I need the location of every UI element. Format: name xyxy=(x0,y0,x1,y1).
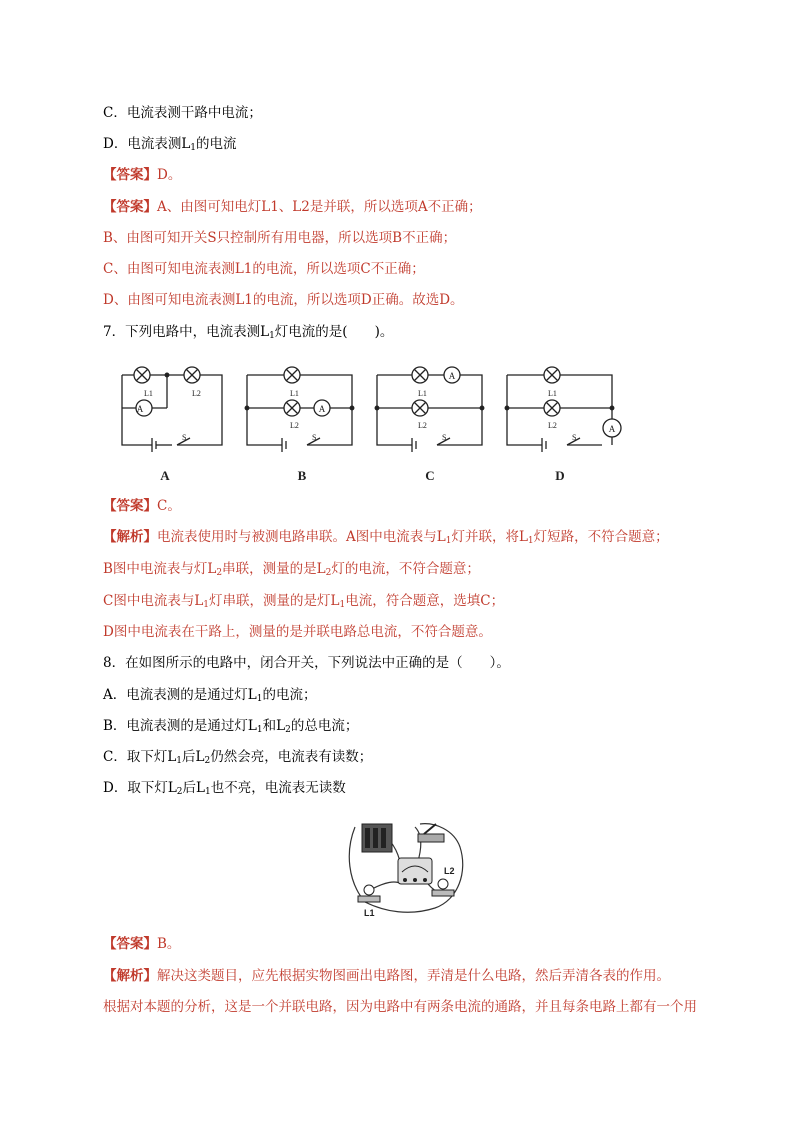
label-l1-b: L1 xyxy=(290,389,299,398)
answer-q6: 【答案】D。 xyxy=(103,167,182,183)
caption-c: C xyxy=(425,468,435,483)
photo-label-l1: L1 xyxy=(364,908,375,918)
option-c-q6: C．电流表测干路中电流； xyxy=(103,105,262,121)
explanation-q7-2: B图中电流表与灯$L_2$串联，测量的是$L_2$灯的电流，不符合题意； xyxy=(103,561,480,578)
explanation-q8-2: 根据对本题的分析，这是一个并联电路，因为电路中有两条电流的通路，并且每条电路上都有一个用 xyxy=(103,999,697,1015)
circuit-diagrams-q7 xyxy=(112,360,632,485)
circuit-d xyxy=(505,367,621,452)
ammeter-c-label: A xyxy=(448,371,456,381)
answer-q7: 【答案】C。 xyxy=(103,498,181,514)
explanation-q7-1: 【解析】电流表使用时与被测电路串联。A图中电流表与$L_1$灯并联，将$L_1$灯短路，不符合题意； xyxy=(103,529,669,546)
label-s-b: S xyxy=(312,433,317,442)
circuit-c xyxy=(375,367,484,452)
option-d-q8: D．取下灯$L_2$后$L_1$也不亮，电流表无读数 xyxy=(103,780,346,797)
photo-label-l2: L2 xyxy=(444,866,455,876)
option-b-q8: B．电流表测的是通过灯$L_1$和$L_2$的总电流； xyxy=(103,718,359,735)
caption-a: A xyxy=(160,468,170,483)
label-s-a: S xyxy=(182,433,187,442)
label-l2-b: L2 xyxy=(290,421,299,430)
explanation-q6-b: B、由图可知开关S只控制所有用电器，所以选项B不正确； xyxy=(103,230,457,246)
option-d-q6: D．电流表测$L_1$的电流 xyxy=(103,136,237,153)
explanation-q7-3: C图中电流表与$L_1$灯串联，测量的是灯$L_1$电流，符合题意，选填C； xyxy=(103,593,505,610)
label-l1-c: L1 xyxy=(418,389,427,398)
bulb-l2-icon xyxy=(432,879,454,896)
label-s-c: S xyxy=(442,433,447,442)
option-a-q8: A．电流表测的是通过灯$L_1$的电流； xyxy=(103,687,317,704)
explanation-q8-1: 【解析】解决这类题目，应先根据实物图画出电路图，弄清是什么电路，然后弄清各表的作用。 xyxy=(103,968,670,984)
explanation-q6-c: C、由图可知电流表测L1的电流，所以选项C不正确； xyxy=(103,261,425,277)
circuit-b xyxy=(245,367,354,452)
ammeter-icon xyxy=(398,858,432,884)
answer-q8: 【答案】B。 xyxy=(103,936,181,952)
option-c-q8: C．取下灯$L_1$后$L_2$仍然会亮，电流表有读数； xyxy=(103,749,373,766)
explanation-q6-a: 【答案】A、由图可知电灯L1、L2是并联，所以选项A不正确； xyxy=(103,199,482,215)
caption-b: B xyxy=(297,468,307,483)
bulb-l1-icon xyxy=(358,885,380,902)
ammeter-d-label: A xyxy=(608,424,616,434)
explanation-q6-d: D、由图可知电流表测L1的电流，所以选项D正确。故选D。 xyxy=(103,292,464,308)
ammeter-a-label: A xyxy=(136,404,144,414)
label-l2-d: L2 xyxy=(548,421,557,430)
caption-d: D xyxy=(555,468,565,483)
label-s-d: S xyxy=(572,433,577,442)
circuit-photo-q8 xyxy=(340,812,472,920)
explanation-q7-4: D图中电流表在干路上，测量的是并联电路总电流，不符合题意。 xyxy=(103,624,492,640)
question-8: 8．在如图所示的电路中，闭合开关，下列说法中正确的是（ ）。 xyxy=(103,655,510,671)
ammeter-b-label: A xyxy=(318,404,326,414)
label-l1-d: L1 xyxy=(548,389,557,398)
label-l2-a: L2 xyxy=(192,389,201,398)
battery-pack-icon xyxy=(362,824,392,852)
label-l2-c: L2 xyxy=(418,421,427,430)
label-l1-a: L1 xyxy=(144,389,153,398)
question-7: 7．下列电路中，电流表测$L_1$灯电流的是( )。 xyxy=(103,324,394,341)
